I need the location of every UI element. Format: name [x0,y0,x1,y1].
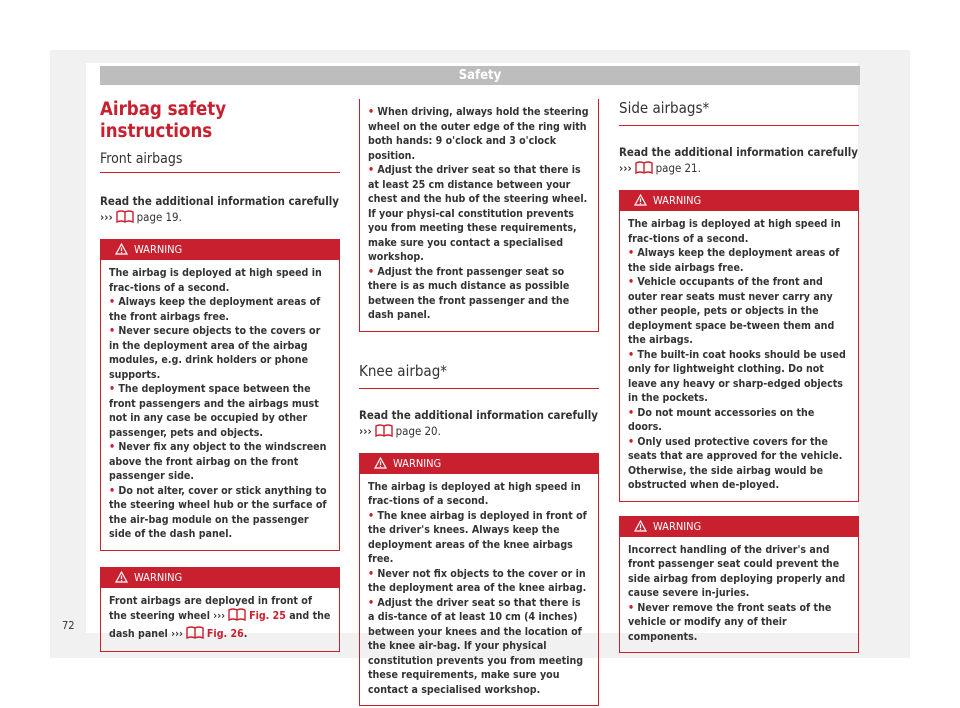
read-more-text: Read the additional information carefully [100,194,339,208]
warning-icon [634,193,647,213]
read-more-note [100,193,340,227]
section-header: Safety [100,66,860,85]
section-title: Side airbags* [619,99,859,126]
warning-header [101,568,339,588]
list-item: • Never secure objects to the covers or in the deployment area of the airbag modules, e.g. drink holders or phone supports. [109,325,321,381]
list-item: • Vehicle occupants of the front and outer rear seats must never carry any other people, pets or objects in the deployment space be-tween them and the airbags. [628,276,835,346]
book-icon [635,161,653,178]
warning-box [359,453,599,707]
book-icon [116,210,134,227]
warning-body [360,99,598,331]
reference-arrows: ››› [100,210,113,224]
list-item: • Adjust the front passenger seat so there is as much distance as possible between the front passenger and the dash panel. [368,265,570,321]
warning-body [101,260,339,550]
warning-box [619,516,859,654]
list-item: • Never not fix objects to the cover or in the deployment area of the knee airbag. [368,567,587,594]
warning-icon [374,456,387,476]
reference-arrows: ››› [171,627,183,640]
list-item: • Always keep the deployment areas of the front airbags free. [109,296,321,323]
warning-intro: The airbag is deployed at high speed in frac-tions of a second. [109,267,322,294]
page-reference[interactable]: page 20. [395,423,441,438]
column-1 [100,85,340,652]
subsection-title: Front airbags [100,151,340,173]
reference-arrows: ››› [619,161,632,175]
warning-box [100,239,340,551]
column-2 [359,85,599,706]
book-icon [228,608,246,626]
column-3 [619,85,859,653]
list-item: • The built-in coat hooks should be used only for lightweight clothing. Do not leave any heavy or sharp-edged objects in the pockets. [628,348,846,404]
warning-label: WARNING [653,519,702,533]
list-item: • Never remove the front seats of the vehicle or modify any of their components. [628,601,832,643]
warning-text: and the dash panel [109,610,331,640]
warning-icon [634,519,647,539]
figure-link[interactable]: Fig. 25 [249,610,286,622]
read-more-note [619,144,859,178]
warning-body [620,537,858,653]
page-title: Airbag safety instructions [100,99,227,142]
figure-link[interactable]: Fig. 26 [206,627,244,640]
reference-arrows: ››› [359,423,372,438]
warning-label: WARNING [393,456,442,470]
read-more-text: Read the additional information carefully [619,145,858,159]
list-item: • Adjust the driver seat so that there is a dis-tance of at least 10 cm (4 inches) between your knees and the location of the knee air-bag. If your physical constitution prevents you from meeting these requirements, make sure you contact a specialised workshop. [368,596,584,696]
warning-intro: The airbag is deployed at high speed in frac-tions of a second. [628,218,841,245]
list-item: • Never fix any object to the windscreen above the front airbag on the front passenger side. [109,441,327,482]
book-icon [186,626,204,644]
warning-body [360,474,598,706]
section-title: Knee airbag* [359,362,599,389]
book-icon [375,424,393,441]
reference-arrows: ››› [213,610,226,622]
warning-box-continued [359,99,599,332]
warning-intro: The airbag is deployed at high speed in frac-tions of a second. [368,480,581,507]
list-item: • The deployment space between the front passengers and the airbags must not in any case be occupied by other passenger, pets and objects. [109,383,319,439]
warning-box [619,190,859,502]
list-item: • Do not alter, cover or stick anything to the steering wheel hub or the surface of the air-bag module on the passenger side of the dash panel. [109,484,327,540]
list-item: • Adjust the driver seat so that there is at least 25 cm distance between your chest and the hub of the steering wheel. If your physi-cal constitution prevents you from meeting these requirements, make sure you contact a specialised workshop. [368,164,588,263]
page-reference[interactable]: page 21. [655,161,701,175]
warning-label: WARNING [134,570,183,584]
warning-label: WARNING [134,243,183,256]
list-item: • Only used protective covers for the seats that are approved for the vehicle. Otherwise, the side airbag would be obstructed when de-ployed. [628,435,843,491]
warning-header [620,191,858,211]
warning-icon [115,242,128,262]
list-item: • Always keep the deployment areas of the side airbags free. [628,247,840,274]
warning-icon [115,570,128,590]
warning-header [101,240,339,260]
warning-header [360,454,598,474]
warning-text: Front airbags are deployed in front of the steering wheel [109,594,312,622]
list-item: • When driving, always hold the steering wheel on the outer edge of the ring with both hands: 9 o'clock and 3 o'clock position. [368,106,589,162]
warning-body [620,211,858,501]
list-item: • The knee airbag is deployed in front of the driver's knees. Always keep the deployment areas of the knee airbags free. [368,509,587,565]
list-item: • Do not mount accessories on the doors. [628,406,815,433]
page-reference[interactable]: page 19. [136,210,182,224]
warning-body: Front airbags are deployed in front of the steering wheel ››› Fig. 25 and the dash panel ››› Fig. 26. [101,588,339,652]
read-more-note [359,407,599,441]
warning-intro: Incorrect handling of the driver's and front passenger seat could prevent the side airbag from deploying properly and cause severe in-juries. [628,543,846,599]
warning-header [620,517,858,537]
warning-box [100,567,340,653]
page-number: 72 [62,619,75,632]
warning-label: WARNING [653,194,702,207]
read-more-text: Read the additional information carefully [359,407,598,422]
